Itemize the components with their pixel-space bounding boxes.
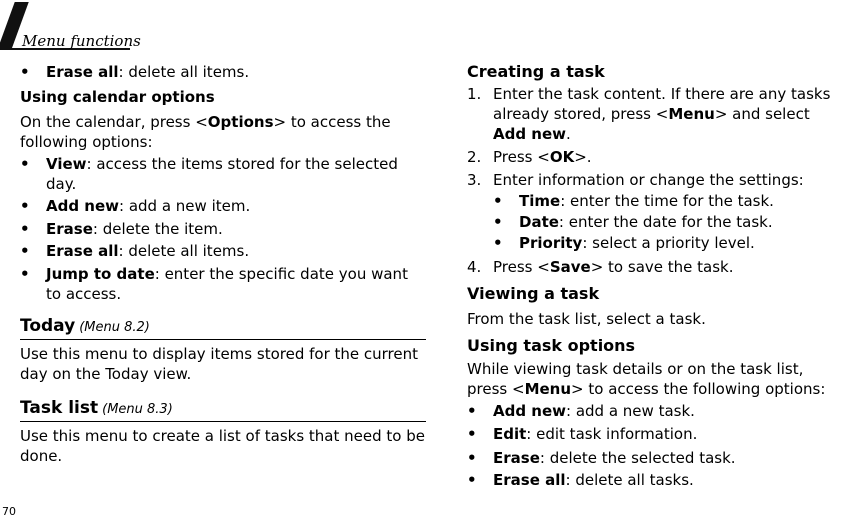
list-item: • Time: enter the time for the task. [467,191,846,211]
section-rule [20,339,426,340]
list-item: • Erase all: delete all tasks. [467,470,846,490]
list-item: • Erase: delete the item. [20,219,426,239]
step-item: 4. Press <Save> to save the task. [467,258,734,276]
viewing-task-body: From the task list, select a task. [467,310,706,328]
list-item: • Erase all: delete all items. [20,241,426,261]
list-item: • View: access the items stored for the selected day. [20,154,426,194]
list-item: • Add new: add a new item. [20,196,426,216]
list-item: • Add new: add a new task. [467,401,846,421]
task-options-heading: Using task options [467,336,636,355]
section-rule [20,421,426,422]
step-item: 1. Enter the task content. If there are any tasks already stored, press <Menu> and select Add new. [467,85,831,143]
tasklist-body: Use this menu to create a list of tasks that need to be done. [20,427,425,465]
task-options-intro: While viewing task details or on the task list, press <Menu> to access the following options: [467,360,826,398]
calendar-options-intro: On the calendar, press <Options> to access the following options: [20,113,391,151]
list-item: • Date: enter the date for the task. [467,212,846,232]
tasklist-heading: Task list (Menu 8.3) [20,398,173,418]
calendar-options-heading: Using calendar options [20,88,215,106]
step-item: 3. Enter information or change the settings: [467,171,804,189]
running-header: Menu functions [22,32,141,50]
page-number: 70 [2,505,16,518]
step-item: 2. Press <OK>. [467,148,592,166]
list-item: • Edit: edit task information. [467,424,846,444]
creating-task-heading: Creating a task [467,62,605,81]
list-item: • Erase: delete the selected task. [467,448,846,468]
list-item: • Priority: select a priority level. [467,233,846,253]
list-item: • Erase all: delete all items. [20,62,426,82]
list-item: • Jump to date: enter the specific date you want to access. [20,264,426,304]
today-body: Use this menu to display items stored for the current day on the Today view. [20,345,418,383]
today-heading: Today (Menu 8.2) [20,316,150,336]
viewing-task-heading: Viewing a task [467,284,600,303]
